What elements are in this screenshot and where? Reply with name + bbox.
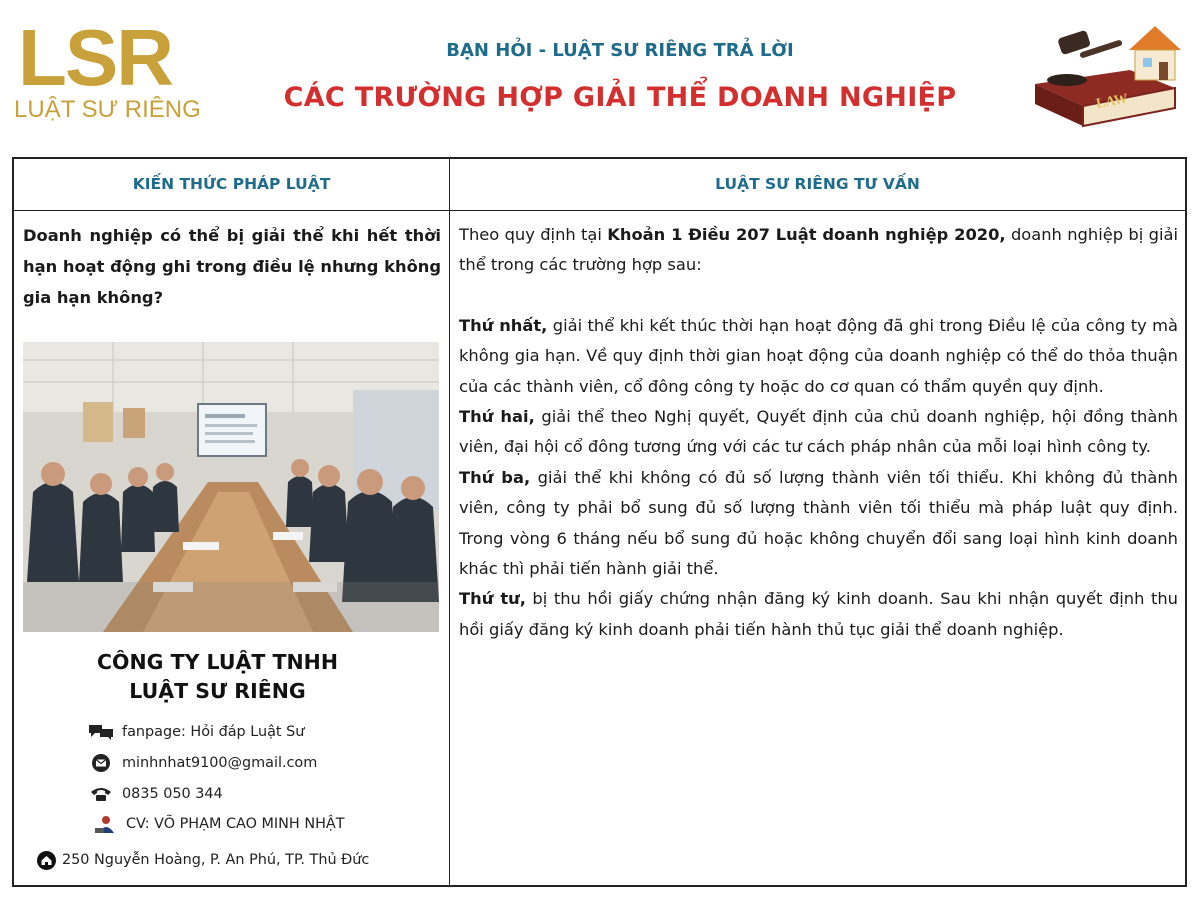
column-header-advice: LUẬT SƯ RIÊNG TƯ VẤN xyxy=(715,175,920,193)
qa-table xyxy=(12,157,1187,887)
phone-icon xyxy=(88,785,114,803)
column-divider xyxy=(449,159,450,885)
law-gavel-house-illustration xyxy=(1025,14,1190,129)
address-text: 250 Nguyễn Hoàng, P. An Phú, TP. Thủ Đức xyxy=(62,852,370,868)
phone-text: 0835 050 344 xyxy=(122,786,223,802)
contact-fanpage[interactable] xyxy=(88,723,304,741)
answer-item: Thứ tư, bị thu hồi giấy chứng nhận đăng ký kinh doanh. Sau khi nhận quyết định thu hồi giấy đăng ký kinh doanh phải tiến hành thủ tục giải thể doanh nghiệp. xyxy=(459,589,1179,639)
home-icon xyxy=(36,851,56,869)
wall-screen xyxy=(198,404,266,456)
fanpage-text: fanpage: Hỏi đáp Luật Sư xyxy=(122,724,305,740)
header-divider xyxy=(14,210,1185,211)
answer-intro: Theo quy định tại Khoản 1 Điều 207 Luật doanh nghiệp 2020, doanh nghiệp bị giải thể trong các trường hợp sau: xyxy=(459,225,1178,275)
page-kicker: BẠN HỎI - LUẬT SƯ RIÊNG TRẢ LỜI xyxy=(446,40,794,61)
column-header-knowledge: KIẾN THỨC PHÁP LUẬT xyxy=(132,175,331,193)
logo-mark: LSR xyxy=(18,13,172,102)
logo-text: LUẬT SƯ RIÊNG xyxy=(14,96,201,123)
company-line-2: LUẬT SƯ RIÊNG xyxy=(129,679,306,703)
contact-email[interactable] xyxy=(88,754,317,772)
chat-icon xyxy=(88,723,114,741)
cv-text: CV: VÕ PHẠM CAO MINH NHẬT xyxy=(126,816,345,832)
meeting-room-photo xyxy=(23,342,439,632)
answer-item: Thứ ba, giải thể khi không có đủ số lượng thành viên tối thiểu. Khi không đủ thành viên, công ty phải bổ sung đủ số lượng thành viên tối thiểu mà pháp luật quy định. Trong vòng 6 tháng nếu bổ sung đủ hoặc không chuyển đổi sang loại hình kinh doanh khác thì phải tiến hành giải thể. xyxy=(459,467,1178,579)
question-text: Doanh nghiệp có thể bị giải thể khi hết thời hạn hoạt động ghi trong điều lệ nhưng không gia hạn không? xyxy=(23,226,441,307)
contact-phone[interactable] xyxy=(88,785,223,803)
contact-cv xyxy=(92,815,345,833)
answer-body xyxy=(459,220,1178,645)
mail-icon xyxy=(88,754,114,772)
answer-item: Thứ nhất, giải thể khi kết thúc thời hạn hoạt động đã ghi trong Điều lệ của công ty mà không gia hạn. Về quy định thời gian hoạt động của doanh nghiệp có thể do thỏa thuận của các thành viên, cổ đông công ty hoặc do cơ quan có thẩm quyền quy định. xyxy=(459,315,1178,396)
contact-address xyxy=(36,851,369,869)
company-name xyxy=(14,648,421,706)
email-text: minhnhat9100@gmail.com xyxy=(122,755,318,771)
house-icon xyxy=(1129,26,1181,80)
page-title: CÁC TRƯỜNG HỢP GIẢI THỂ DOANH NGHIỆP xyxy=(283,82,957,113)
company-line-1: CÔNG TY LUẬT TNHH xyxy=(97,650,338,674)
answer-item: Thứ hai, giải thể theo Nghị quyết, Quyết định của chủ doanh nghiệp, hội đồng thành viên, đại hội cổ đông tương ứng với các tư cách pháp nhân của mỗi loại hình công ty. xyxy=(459,407,1178,457)
book-label: LAW xyxy=(1095,91,1130,112)
legal-citation: Khoản 1 Điều 207 Luật doanh nghiệp 2020, xyxy=(607,225,1006,244)
lawyer-icon xyxy=(92,815,118,833)
